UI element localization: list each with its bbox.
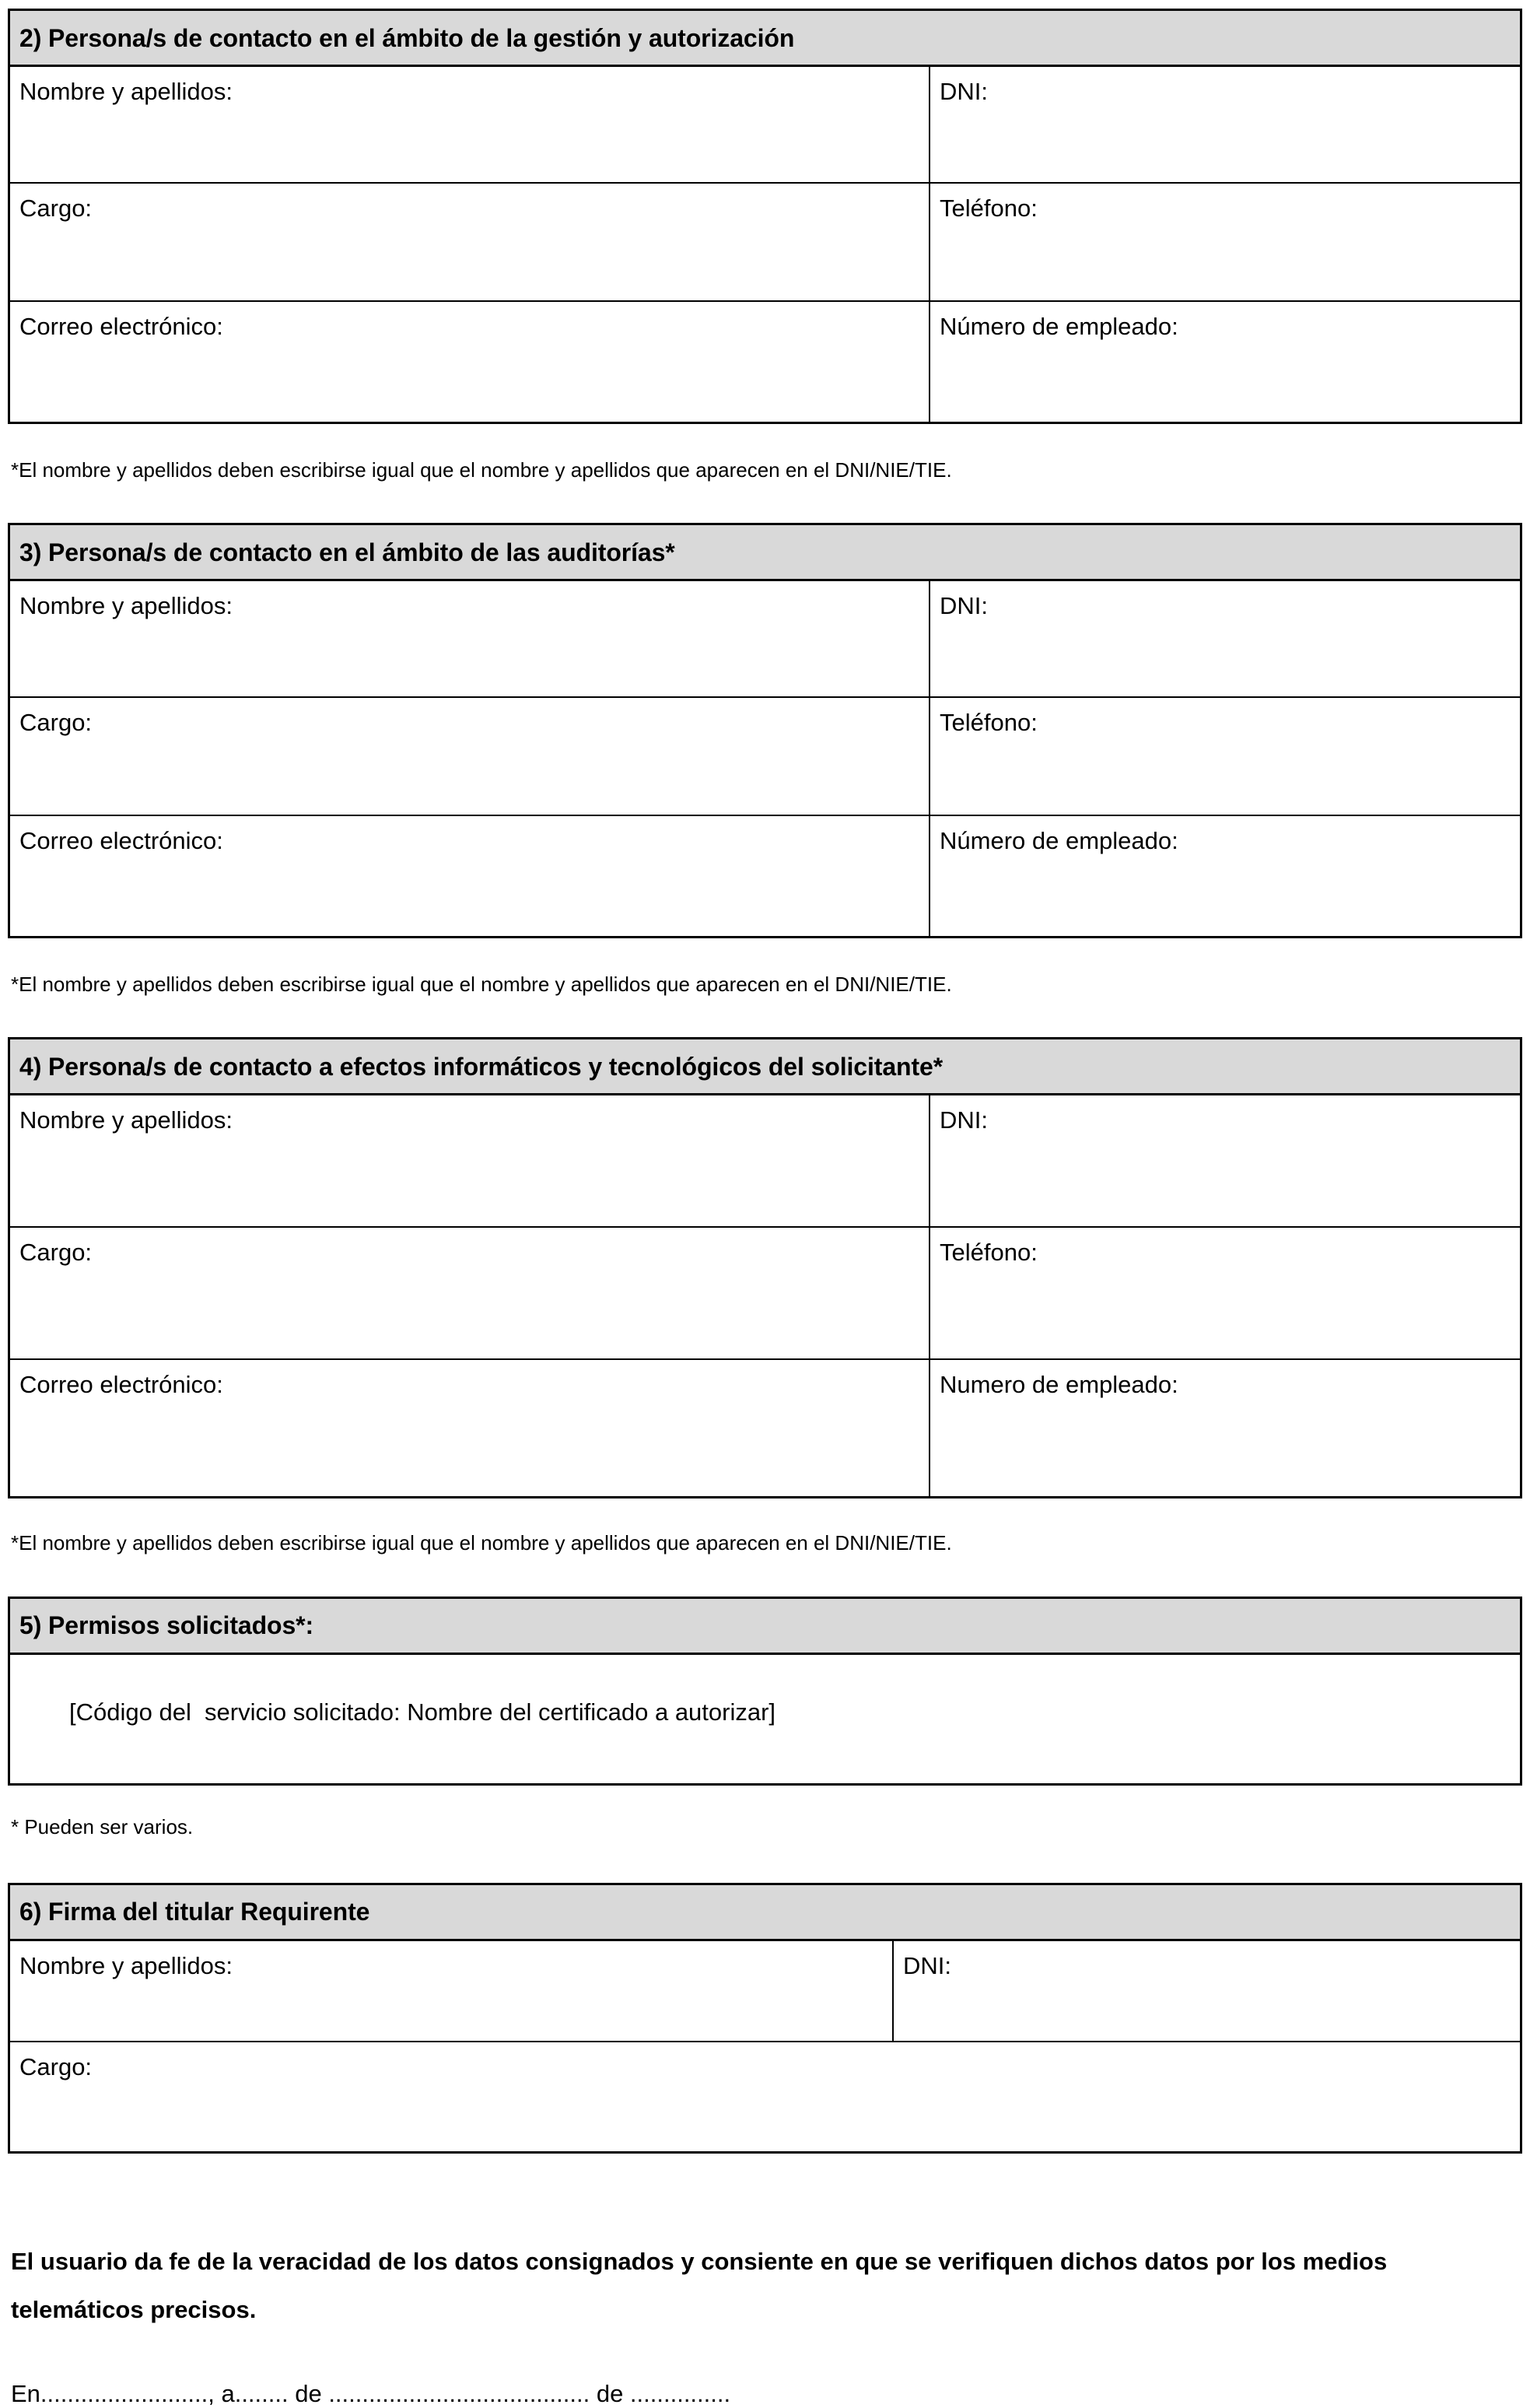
section-2-field-numero-empleado[interactable]: Número de empleado: <box>940 313 1178 340</box>
section-4-footnote: *El nombre y apellidos deben escribirse igual que el nombre y apellidos que aparecen en el DNI/NIE/TIE. <box>11 1531 952 1555</box>
section-6-title: 6) Firma del titular Requirente <box>19 1898 370 1926</box>
section-2-header <box>10 11 1520 67</box>
section-4-field-cargo[interactable]: Cargo: <box>10 1228 930 1358</box>
section-2-title: 2) Persona/s de contacto en el ámbito de la gestión y autorización <box>19 23 795 52</box>
section-6-row-cargo <box>10 2042 1520 2151</box>
section-6-signature <box>8 1883 1522 2154</box>
section-5-permissions <box>8 1597 1522 1786</box>
section-3-field-nombre[interactable]: Nombre y apellidos: <box>10 581 930 696</box>
section-3-footnote: *El nombre y apellidos deben escribirse igual que el nombre y apellidos que aparecen en el DNI/NIE/TIE. <box>11 973 952 997</box>
section-2-row-cargo <box>10 184 1520 302</box>
declaration-text: El usuario da fe de la veracidad de los datos consignados y consiente en que se verifiquen dichos datos por los medios telemáticos precisos. <box>11 2247 1388 2323</box>
section-4-field-correo[interactable]: Correo electrónico: <box>10 1360 930 1496</box>
section-3-field-correo[interactable]: Correo electrónico: <box>10 816 930 936</box>
section-2-field-cargo[interactable]: Cargo: <box>10 184 930 300</box>
section-3-row-name <box>10 581 1520 698</box>
section-3-field-numero-empleado[interactable]: Número de empleado: <box>940 827 1178 855</box>
section-5-footnote: * Pueden ser varios. <box>11 1814 194 1838</box>
section-4-contact-it <box>8 1037 1522 1498</box>
section-4-field-dni[interactable]: DNI: <box>940 1106 988 1134</box>
section-2-row-name <box>10 67 1520 184</box>
section-6-field-nombre[interactable]: Nombre y apellidos: <box>10 1941 894 2041</box>
section-4-header <box>10 1039 1520 1095</box>
section-3-row-correo <box>10 816 1520 936</box>
section-4-row-correo <box>10 1360 1520 1496</box>
section-4-field-telefono[interactable]: Teléfono: <box>940 1239 1038 1267</box>
section-4-row-cargo <box>10 1228 1520 1360</box>
section-2-row-correo <box>10 302 1520 422</box>
section-2-field-correo[interactable]: Correo electrónico: <box>10 302 930 422</box>
section-4-row-name <box>10 1095 1520 1228</box>
section-2-field-telefono[interactable]: Teléfono: <box>940 195 1038 222</box>
section-3-field-telefono[interactable]: Teléfono: <box>940 709 1038 737</box>
section-3-contact-audits <box>8 523 1522 938</box>
section-3-row-cargo <box>10 698 1520 816</box>
section-4-title: 4) Persona/s de contacto a efectos informáticos y tecnológicos del solicitante* <box>19 1052 944 1081</box>
section-5-title: 5) Permisos solicitados*: <box>19 1611 314 1640</box>
section-3-title: 3) Persona/s de contacto en el ámbito de las auditorías* <box>19 538 675 566</box>
section-2-field-nombre[interactable]: Nombre y apellidos: <box>10 67 930 182</box>
section-4-field-nombre[interactable]: Nombre y apellidos: <box>10 1095 930 1226</box>
section-5-header <box>10 1599 1520 1655</box>
section-6-header <box>10 1885 1520 1941</box>
section-3-field-dni[interactable]: DNI: <box>940 592 988 620</box>
section-5-permissions-input[interactable]: [Código del servicio solicitado: Nombre del certificado a autorizar] <box>69 1698 776 1726</box>
section-2-contact-management <box>8 9 1522 424</box>
section-6-field-cargo[interactable]: Cargo: <box>19 2052 93 2080</box>
section-3-header <box>10 525 1520 581</box>
section-4-field-numero-empleado[interactable]: Numero de empleado: <box>940 1371 1178 1399</box>
section-3-field-cargo[interactable]: Cargo: <box>10 698 930 815</box>
section-6-row-name <box>10 1941 1520 2042</box>
section-2-field-dni[interactable]: DNI: <box>940 78 988 105</box>
section-6-field-dni[interactable]: DNI: <box>903 1951 951 1979</box>
section-2-footnote: *El nombre y apellidos deben escribirse igual que el nombre y apellidos que aparecen en el DNI/NIE/TIE. <box>11 458 952 482</box>
place-date-line: En........................., a........ de ....................................... de ............... <box>11 2379 731 2407</box>
